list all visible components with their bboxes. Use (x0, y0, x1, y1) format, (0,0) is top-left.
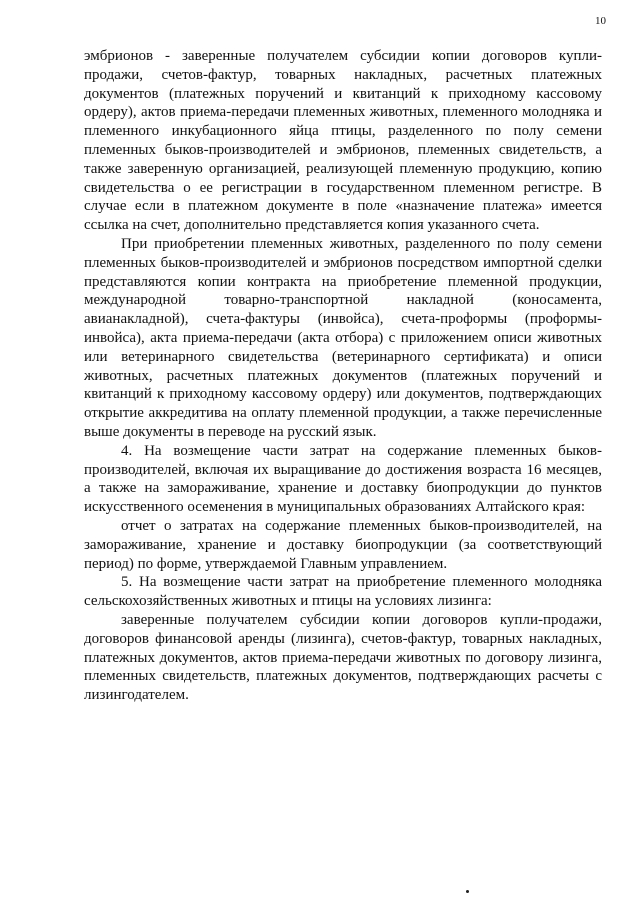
paragraph-import-deal: При приобретении племенных животных, разделенного по полу семени племенных быков-производителей и эмбрионов посредством импортной сделки представляются копии контракта на приобретение племенной продукции, международной товарно-транспортной накладной (коносамента, авианакладной), счета-фактуры (инвойса), счета-проформы (проформы-инвойса), акта приема-передачи (акта отбора) с приложением описи животных или ветеринарного свидетельства (ветеринарного сертификата) и описи животных, расчетных платежных документов (платежных поручений и квитанций к приходному кассовому ордеру) или документов, подтверждающих открытие аккредитива на оплату племенной продукции, а также перечисленные выше документы в переводе на русский язык. (84, 235, 602, 440)
paragraph-item-4: 4. На возмещение части затрат на содержание племенных быков-производителей, включая их выращивание до достижения возраста 16 месяцев, а также на замораживание, хранение и доставку биопродукции до пунктов искусственного осеменения в муниципальных образованиях Алтайского края: (84, 442, 602, 516)
document-body (84, 47, 602, 705)
paragraph-leasing-documents: заверенные получателем субсидии копии договоров купли-продажи, договоров финансовой аренды (лизинга), счетов-фактур, товарных накладных, платежных документов, актов приема-передачи животных по договору лизинга, племенных свидетельств, платежных документов, подтверждающих расчеты с лизингодателем. (84, 611, 602, 704)
page-number: 10 (595, 15, 606, 27)
paragraph-continuation: эмбрионов - заверенные получателем субсидии копии договоров купли-продажи, счетов-фактур, товарных накладных, расчетных платежных документов (платежных поручений и квитанций к приходному кассовому ордеру), актов приема-передачи племенных животных, племенного молодняка и племенного инкубационного яйца птицы, разделенного по полу семени племенных быков-производителей и эмбрионов, племенных свидетельств, а также заверенную организацией, реализующей племенную продукцию, копию свидетельства о ее регистрации в государственном племенном регистре. В случае если в платежном документе в поле «назначение платежа» имеется ссылка на счет, дополнительно представляется копия указанного счета. (84, 48, 602, 234)
paragraph-item-5: 5. На возмещение части затрат на приобретение племенного молодняка сельскохозяйственных животных и птицы на условиях лизинга: (84, 574, 602, 610)
scan-speck (466, 890, 469, 893)
paragraph-cost-report: отчет о затратах на содержание племенных быков-производителей, на замораживание, хранение и доставку биопродукции (за соответствующий период) по форме, утверждаемой Главным управлением. (84, 517, 602, 572)
